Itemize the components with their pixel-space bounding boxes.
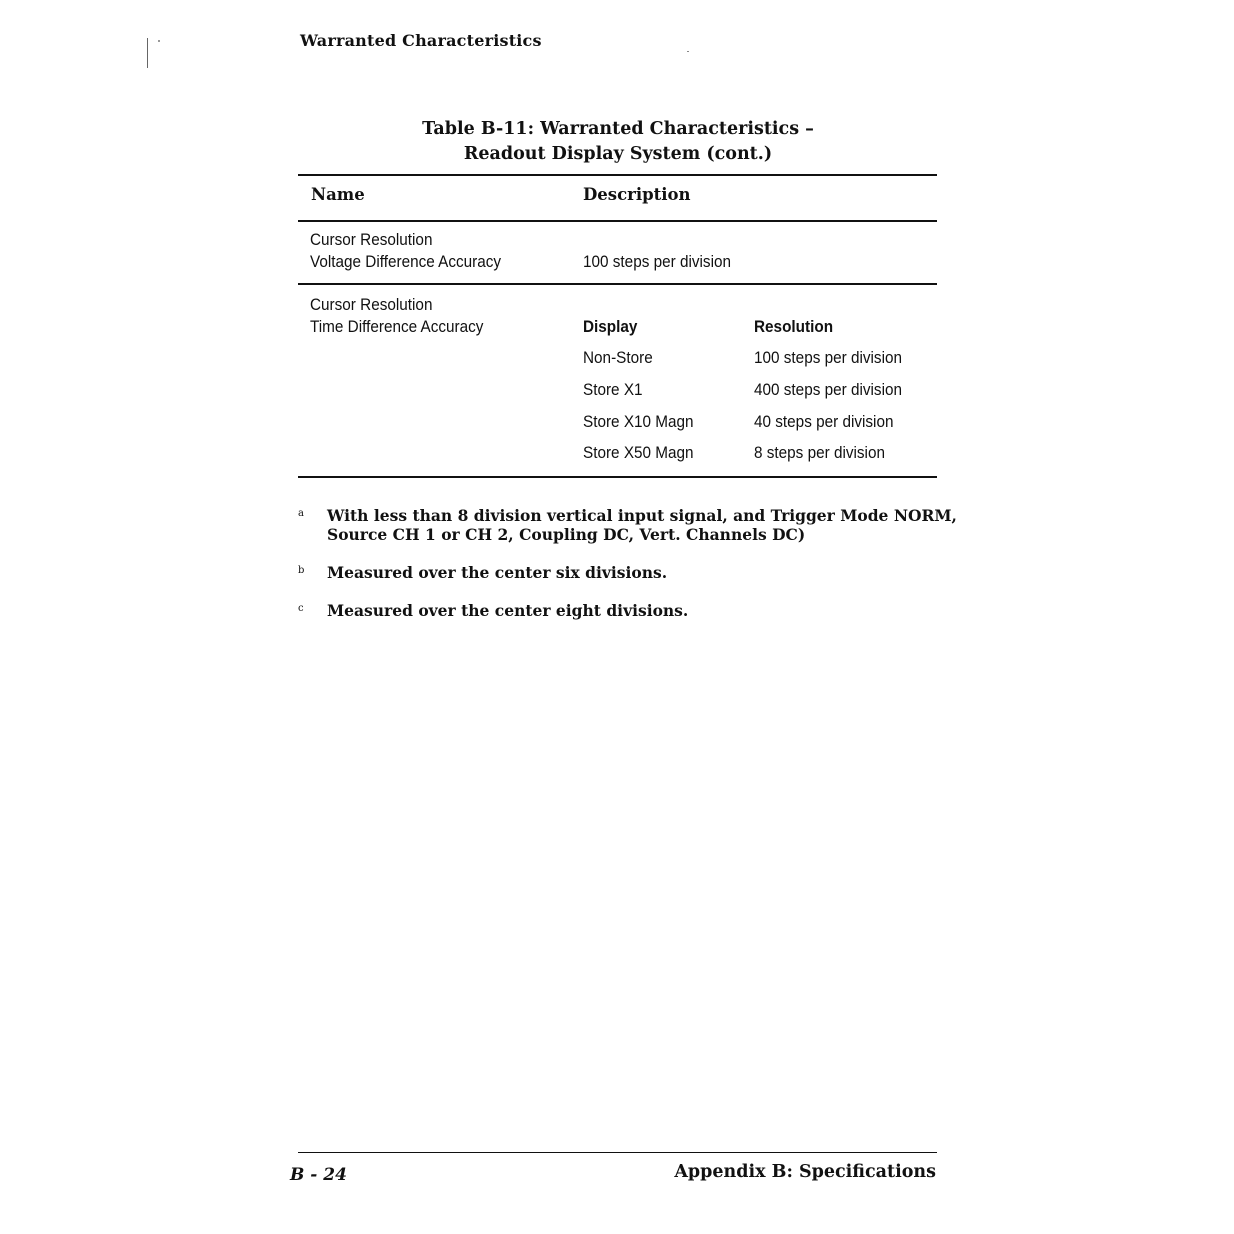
running-head: Warranted Characteristics <box>300 31 542 50</box>
sub-row-display: Store X1 <box>583 380 643 399</box>
footnote-text: Measured over the center eight divisions. <box>327 601 689 620</box>
row2-name-line-1: Cursor Resolution <box>310 295 433 314</box>
row1-description: 100 steps per division <box>583 252 731 271</box>
row-divider-rule <box>298 283 937 285</box>
scan-artifact-dot <box>158 40 160 42</box>
row1-name-line-2: Voltage Difference Accuracy <box>310 252 502 271</box>
sub-header-display: Display <box>583 317 638 336</box>
sub-row-display: Store X10 Magn <box>583 412 694 431</box>
footnote-mark: a <box>298 508 304 519</box>
footnote-mark: c <box>298 603 304 614</box>
sub-row-resolution: 100 steps per division <box>754 348 902 367</box>
table-caption-line-1: Table B-11: Warranted Characteristics – <box>422 119 814 139</box>
footnote-text: Source CH 1 or CH 2, Coupling DC, Vert. Channels DC) <box>327 525 806 544</box>
footer-section-title: Appendix B: Specifications <box>674 1162 936 1182</box>
row2-name-line-2: Time Difference Accuracy <box>310 317 484 336</box>
footnote-mark: b <box>298 565 305 576</box>
sub-row-resolution: 40 steps per division <box>754 412 894 431</box>
sub-row-display: Non-Store <box>583 348 653 367</box>
footer-rule <box>298 1152 937 1153</box>
footnote-text: With less than 8 division vertical input signal, and Trigger Mode NORM, <box>327 506 957 525</box>
column-header-description: Description <box>583 185 691 204</box>
table-bottom-rule <box>298 476 937 478</box>
table-caption <box>300 117 936 167</box>
row1-name-line-1: Cursor Resolution <box>310 230 433 249</box>
table-top-rule <box>298 174 937 176</box>
footnote-text: Measured over the center six divisions. <box>327 563 668 582</box>
page-number: B - 24 <box>290 1165 347 1185</box>
scan-artifact-line <box>147 38 148 68</box>
sub-row-resolution: 400 steps per division <box>754 380 902 399</box>
table-caption-line-2: Readout Display System (cont.) <box>463 144 773 164</box>
header-bottom-rule <box>298 220 937 222</box>
sub-row-resolution: 8 steps per division <box>754 443 885 462</box>
sub-row-display: Store X50 Magn <box>583 443 694 462</box>
scan-artifact-dot <box>687 51 689 52</box>
sub-header-resolution: Resolution <box>754 317 834 336</box>
column-header-name: Name <box>311 185 365 204</box>
